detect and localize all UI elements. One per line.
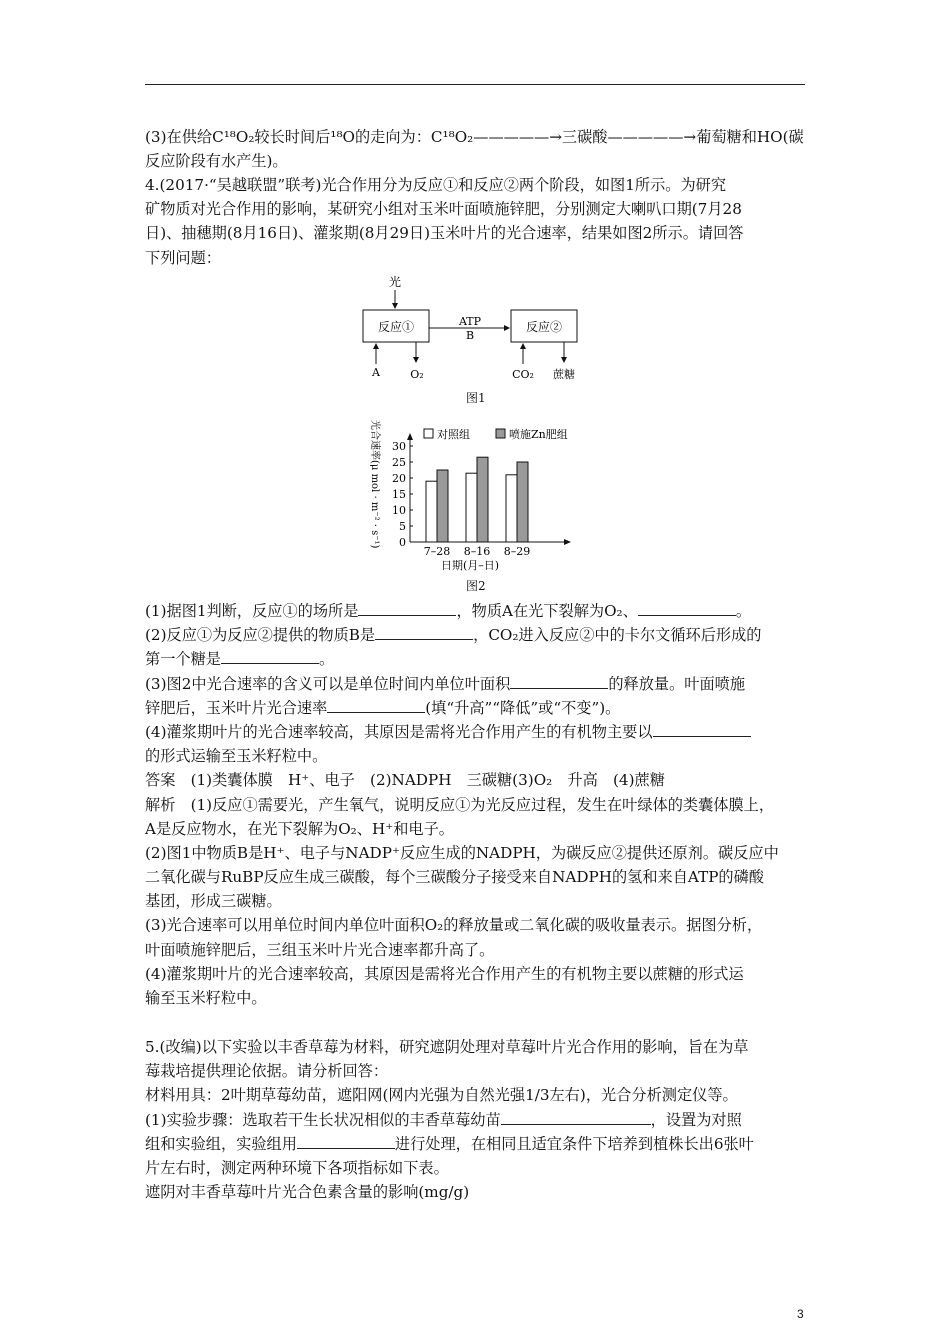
table-title: 遮阴对丰香草莓叶片光合色素含量的影响(mg/g) <box>145 1183 470 1202</box>
legend-swatch <box>496 429 505 438</box>
text-line: 矿物质对光合作用的影响，某研究小组对玉米叶面喷施锌肥，分别测定大喇叭口期(7月28 <box>145 200 742 219</box>
y-tick-label: 15 <box>392 488 406 501</box>
y-axis-label: 光合速率(μ mol · m⁻² · s⁻¹) <box>369 420 380 549</box>
y-tick-label: 5 <box>399 520 406 533</box>
text-line: 组和实验组，实验组用 进行处理，在相同且适宜条件下培养到植株长出6张叶 <box>145 1134 754 1153</box>
bar-control <box>506 475 517 542</box>
text-line: 反应阶段有水产生)。 <box>145 152 288 171</box>
text-line: 5.(改编)以下实验以丰香草莓为材料，研究遮阴处理对草莓叶片光合作用的影响，旨在为草 <box>145 1038 749 1056</box>
co2-label: CO₂ <box>512 368 534 381</box>
answer-blank[interactable] <box>297 1134 395 1149</box>
light-label: 光 <box>388 275 402 289</box>
answer-blank[interactable] <box>638 601 736 616</box>
answer-blank[interactable] <box>501 1110 651 1125</box>
y-tick-label: 10 <box>392 504 406 517</box>
text-line: 材料用具：2叶期草莓幼苗，遮阳网(网内光强为自然光强1/3左右)，光合分析测定仪等。 <box>145 1086 738 1105</box>
text-line: 锌肥后，玉米叶片光合速率 (填“升高”“降低”或“不变”)。 <box>145 698 621 717</box>
analysis-line: 叶面喷施锌肥后，三组玉米叶片光合速率都升高了。 <box>145 940 495 959</box>
analysis-line: (3)光合速率可以用单位时间内单位叶面积O₂的释放量或二氧化碳的吸收量表示。据图分析， <box>145 916 763 935</box>
legend-label: 喷施Zn肥组 <box>509 428 568 441</box>
text-line: 日)、抽穗期(8月16日)、灌浆期(8月29日)玉米叶片的光合速率，结果如图2所示。请回答 <box>145 224 744 243</box>
page-number: 3 <box>797 1307 804 1321</box>
legend-swatch <box>424 429 433 438</box>
analysis-line: (4)灌浆期叶片的光合速率较高，其原因是需将光合作用产生的有机物主要以蔗糖的形式运 <box>145 964 744 983</box>
analysis-line: 基团，形成三碳糖。 <box>145 892 282 911</box>
answer-blank[interactable] <box>358 601 456 616</box>
a-label: A <box>372 366 380 379</box>
chart-bars <box>426 457 528 542</box>
sucrose-label: 蔗糖 <box>553 368 575 381</box>
text-line: 4.(2017·“吴越联盟”联考)光合作用分为反应①和反应②两个阶段，如图1所示。为研究 <box>145 176 727 194</box>
b-label: B <box>465 329 475 342</box>
legend-label: 对照组 <box>437 428 470 441</box>
text-line: (3)在供给C¹⁸O₂较长时间后¹⁸O的走向为：C¹⁸O₂—————→三碳酸—————→葡萄糖和HO(碳 <box>145 128 804 146</box>
y-tick-label: 25 <box>392 456 406 469</box>
chart-legend <box>424 427 568 441</box>
question-4-body <box>145 599 815 1010</box>
analysis-line: A是反应物水，在光下裂解为O₂、H⁺和电子。 <box>145 819 454 838</box>
o2-label: O₂ <box>410 368 424 381</box>
text-line: 第一个糖是 。 <box>145 650 335 669</box>
analysis-line: (2)图1中物质B是H⁺、电子与NADP⁺反应生成的NADPH，为碳反应②提供还原剂。碳反应中 <box>145 843 779 862</box>
prev-question-3 <box>145 125 815 173</box>
question-5 <box>145 1035 815 1204</box>
question-4-intro <box>145 173 815 270</box>
text-line: (2)反应①为反应②提供的物质B是 ，CO₂进入反应②中的卡尔文循环后形成的 <box>145 626 762 645</box>
reaction-2-label: 反应② <box>525 320 563 334</box>
bar-control <box>426 481 437 542</box>
figure-2-caption: 图2 <box>466 579 486 593</box>
y-axis-arrow <box>407 433 413 440</box>
bar-zinc <box>517 462 528 542</box>
answer-blank[interactable] <box>221 649 319 664</box>
x-tick-label: 8–29 <box>503 545 531 558</box>
text-line: (3)图2中光合速率的含义可以是单位时间内单位叶面积 的释放量。叶面喷施 <box>145 674 745 693</box>
text-line: (1)实验步骤：选取若干生长状况相似的丰香草莓幼苗 ，设置为对照 <box>145 1110 742 1129</box>
text-line: 下列问题： <box>145 248 221 267</box>
figure-1-diagram <box>355 272 595 384</box>
atp-label: ATP <box>458 315 482 328</box>
figure-2-chart <box>360 410 590 575</box>
x-tick-label: 7–28 <box>423 545 451 558</box>
answer-line: 答案 (1)类囊体膜 H⁺、电子 (2)NADPH 三碳糖(3)O₂ 升高 (4)蔗糖 <box>145 771 665 790</box>
answer-blank[interactable] <box>327 698 425 713</box>
x-axis-label: 日期(月–日) <box>440 559 500 572</box>
text-line: (4)灌浆期叶片的光合速率较高，其原因是需将光合作用产生的有机物主要以 <box>145 720 815 744</box>
x-axis-arrow <box>564 539 571 545</box>
text-line: (1)据图1判断，反应①的场所是 ，物质A在光下裂解为O₂、 。 <box>145 602 752 620</box>
text-line: 片左右时，测定两种环境下各项指标如下表。 <box>145 1158 449 1177</box>
answer-blank[interactable] <box>375 625 473 640</box>
header-rule <box>145 84 805 85</box>
analysis-line: 二氧化碳与RuBP反应生成三碳酸，每个三碳酸分子接受来自NADPH的氢和来自ATP的磷酸 <box>145 868 764 887</box>
bar-control <box>466 473 477 542</box>
text-line: 的形式运输至玉米籽粒中。 <box>145 747 328 766</box>
text-line: 莓栽培提供理论依据。请分析回答： <box>145 1062 388 1081</box>
answer-blank[interactable] <box>510 674 608 689</box>
figure-1-caption: 图1 <box>466 391 486 405</box>
y-tick-label: 30 <box>392 440 406 453</box>
y-tick-label: 0 <box>399 536 406 549</box>
reaction-1-label: 反应① <box>377 320 415 334</box>
answer-blank[interactable] <box>653 722 751 737</box>
analysis-line: 输至玉米籽粒中。 <box>145 989 267 1007</box>
bar-zinc <box>437 470 448 542</box>
y-tick-label: 20 <box>392 472 406 485</box>
analysis-line: 解析 (1)反应①需要光，产生氧气，说明反应①为光反应过程，发生在叶绿体的类囊体膜上， <box>145 795 775 814</box>
bar-zinc <box>477 457 488 542</box>
x-tick-label: 8–16 <box>463 545 491 558</box>
